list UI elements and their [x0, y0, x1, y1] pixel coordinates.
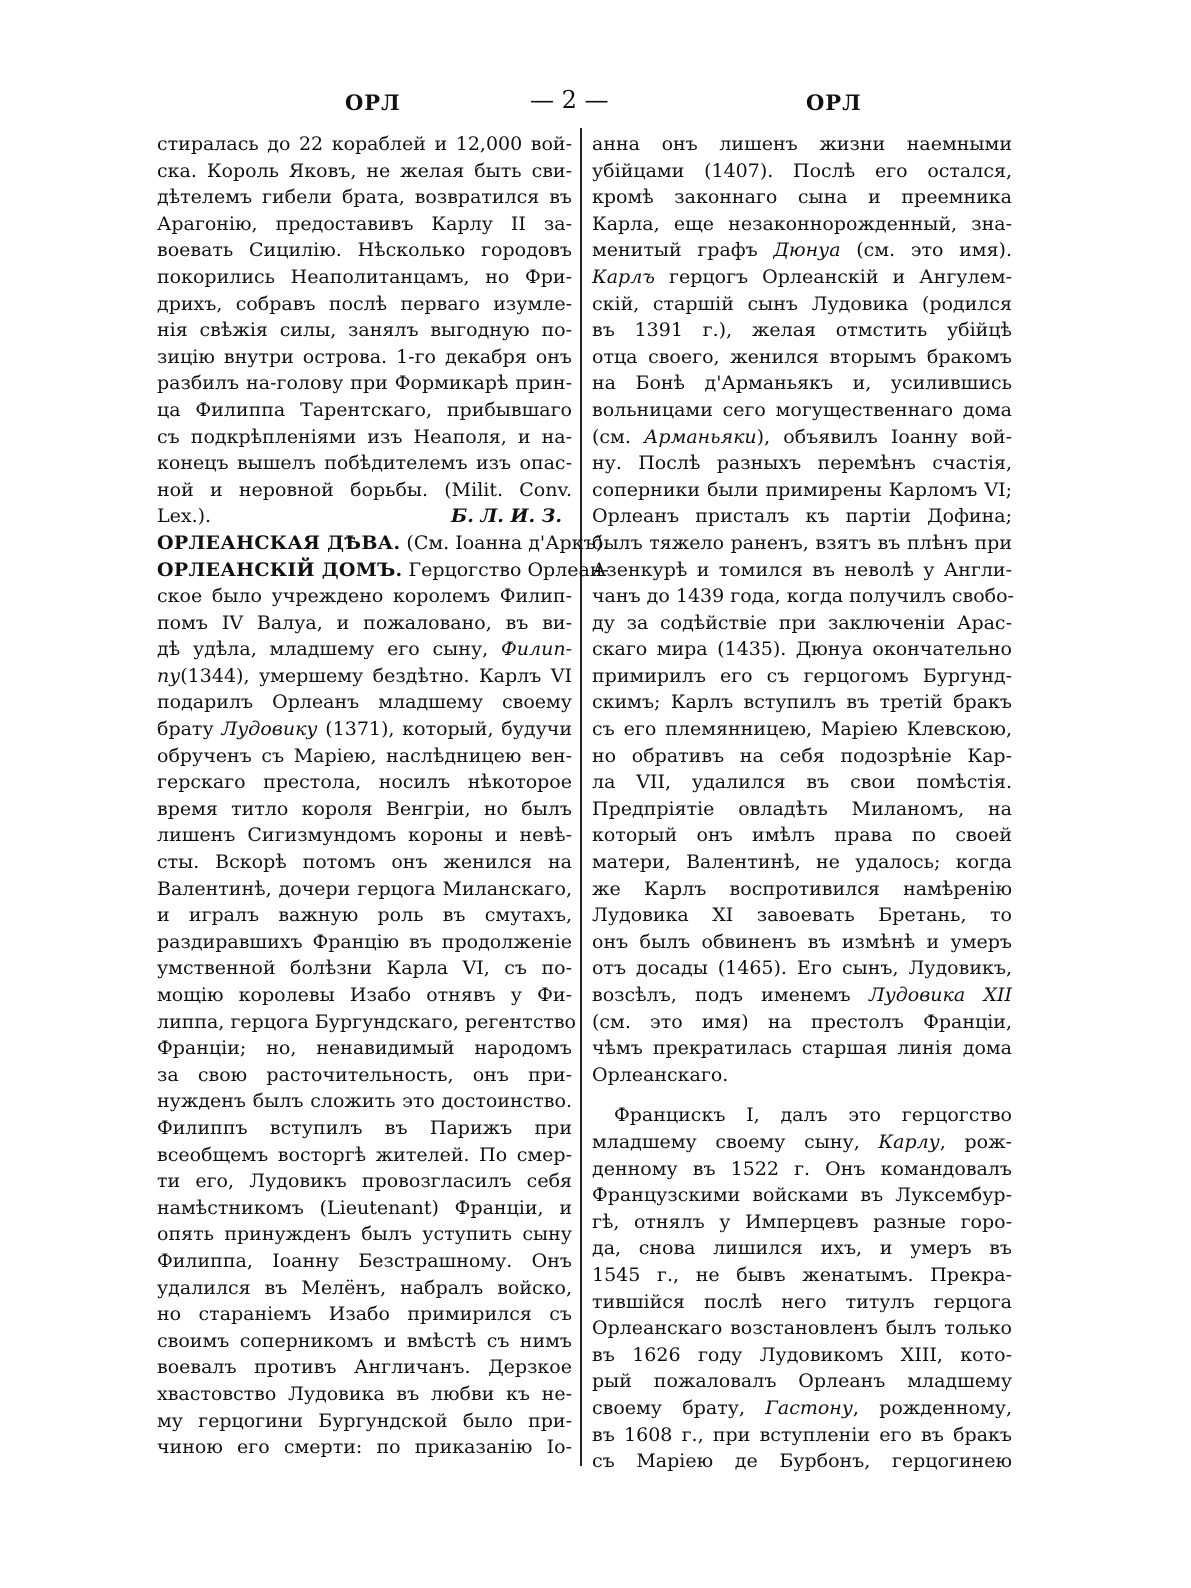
name-italic: Дюнуа [773, 239, 841, 262]
text-line: нія свѣжія силы, занялъ выгодную по- [157, 319, 572, 342]
text-line [592, 1129, 1012, 1156]
text-line: Франціи; но, ненавидимый народомъ [157, 1037, 572, 1060]
text-line: лишенъ Сигизмундомъ короны и невѣ- [157, 824, 572, 847]
text-line: Валентинѣ, дочери герцога Миланскаго, [157, 877, 572, 900]
text-line: денному въ 1522 г. Онъ командовалъ [592, 1157, 1012, 1180]
author-signature: Б. Л. И. З. [451, 505, 562, 528]
text-line: помъ IV Валуа, и пожаловано, въ ви- [157, 611, 572, 634]
text-line: обрученъ съ Маріею, наслѣдницею вен- [157, 744, 572, 767]
text-line: Филиппъ вступилъ въ Парижъ при [157, 1116, 572, 1139]
text-fragment: своему брату, [592, 1396, 745, 1419]
text-fragment: возсѣлъ, подъ именемъ [592, 984, 851, 1006]
text-line: рый пожаловалъ Орлеанъ младшему [592, 1370, 1012, 1393]
text-line: ска. Король Яковъ, не желая быть сви- [157, 159, 572, 182]
text-line: въ 1608 г., при вступленіи его въ бракъ [592, 1423, 1012, 1446]
text-line: ну. Послѣ разныхъ перемѣнъ счастія, [592, 452, 1012, 475]
name-italic: Гастону [765, 1396, 853, 1419]
text-line: сты. Вскорѣ потомъ онъ женился на [157, 851, 572, 874]
entry-crossref: (См. Іоанна д'Аркъ). [406, 531, 610, 554]
text-line [157, 663, 572, 690]
text-line: удалился въ Мелёнъ, набралъ войско, [157, 1276, 572, 1299]
text-line: примирилъ его съ герцогомъ Бургунд- [592, 664, 1012, 687]
text-line: Орлеанскаго возстановленъ былъ только [592, 1317, 1012, 1340]
text-line: скимъ; Карлъ вступилъ въ третій бракъ [592, 691, 1012, 714]
text-line: Французскими войсками въ Луксембур- [592, 1184, 1012, 1207]
entry-headword: ОРЛЕАНСКАЯ ДѢВА. [157, 531, 401, 554]
name-italic: Филип- [501, 638, 572, 661]
text-line: покорились Неаполитанцамъ, но Фри- [157, 265, 572, 288]
text-line: нужденъ былъ сложить это достоинство. [157, 1090, 572, 1113]
text-line: своимъ соперникомъ и вмѣстѣ съ нимъ [157, 1329, 572, 1352]
text-line: Орлеанскаго. [592, 1063, 729, 1086]
text-fragment: , рож- [939, 1130, 1012, 1153]
text-fragment: , рожденному, [852, 1396, 1012, 1419]
text-line: и игралъ важную роль въ смутахъ, [157, 904, 572, 927]
name-italic: Арманьяки [644, 425, 757, 448]
text-line: всеобщемъ восторгѣ жителей. По смер- [157, 1143, 572, 1166]
text-line: съ его племянницею, Маріею Клевскою, [592, 718, 1012, 741]
text-line: онъ былъ обвиненъ въ измѣнѣ и умеръ [592, 930, 1012, 953]
text-line: воевалъ противъ Англичанъ. Дерзкое [157, 1356, 572, 1379]
text-line: герскаго престола, носилъ нѣкоторое [157, 771, 572, 794]
text-line: время титло короля Венгріи, но былъ [157, 797, 572, 820]
text-line: ское было учреждено королемъ Филип- [157, 585, 572, 608]
text-line: ду за содѣйствіе при заключеніи Арас- [592, 611, 1012, 634]
text-fragment: ), объявилъ Іоанну вой- [756, 425, 1012, 448]
text-line [157, 716, 572, 743]
text-line: Азенкурѣ и томился въ неволѣ у Англи- [592, 558, 1012, 581]
text-line: съ Маріею де Бурбонъ, герцогинею [592, 1450, 1012, 1473]
text-line: скаго мира (1435). Дюнуа окончательно [592, 638, 1012, 661]
text-fragment: менитый графъ [592, 239, 758, 262]
text-line: въ 1626 году Лудовикомъ XIII, кото- [592, 1343, 1012, 1366]
text-line: за свою расточительность, онъ при- [157, 1063, 572, 1086]
text-line: дрихъ, собравъ послѣ перваго изумле- [157, 292, 572, 315]
text-line: матери, Валентинѣ, не удалось; когда [592, 851, 1012, 874]
text-line: Лудовика XI завоевать Бретань, то [592, 904, 1012, 927]
paragraph-gap [592, 1088, 1012, 1102]
text-line [592, 982, 1012, 1009]
text-line: соперники были примирены Карломъ VI; [592, 478, 1012, 501]
text-fragment: (см. это имя). [856, 239, 1013, 262]
text-line: тившійся послѣ него титулъ герцога [592, 1290, 1012, 1313]
text-line: конецъ вышелъ побѣдителемъ изъ опас- [157, 452, 572, 475]
text-line [157, 503, 572, 530]
text-line: стиралась до 22 кораблей и 12,000 вой- [157, 133, 572, 155]
name-italic: пу [157, 664, 181, 687]
text-line: раздиравшихъ Францію въ продолженіе [157, 930, 572, 953]
entry-headword: ОРЛЕАНСКІЙ ДОМЪ. [157, 558, 403, 581]
text-line: скій, старшій сынъ Лудовика (родился [592, 292, 1012, 315]
text-line [592, 424, 1012, 451]
header-right: ОРЛ [806, 90, 862, 115]
text-line: Орлеанъ присталъ къ партіи Дофина; [592, 505, 1012, 528]
text-line: же Карлъ воспротивился намѣренію [592, 877, 1012, 900]
text-line: чиною его смерти: по приказанію Іо- [157, 1436, 572, 1459]
text-fragment: (см. [592, 425, 631, 448]
text-line: съ подкрѣпленіями изъ Неаполя, и на- [157, 425, 572, 448]
text-line: чѣмъ прекратилась старшая линія дома [592, 1037, 1012, 1060]
text-line: умственной болѣзни Карла VI, съ по- [157, 957, 572, 980]
text-line: му герцогини Бургундской было при- [157, 1409, 572, 1432]
text-line: хвастовство Лудовика въ любви къ не- [157, 1382, 572, 1405]
name-italic: Лудовику [221, 718, 318, 741]
text-fragment: брату [157, 718, 214, 741]
text-line [157, 636, 572, 663]
text-line: ла VII, удалился въ свои помѣстія. [592, 771, 1012, 794]
text-line: разбилъ на-голову при Формикарѣ прин- [157, 372, 572, 395]
left-column [157, 131, 610, 1461]
text-line: ца Филиппа Тарентскаго, прибывшаго [157, 398, 572, 421]
name-italic: Лудовика XII [868, 984, 1012, 1006]
text-line: Предпріятіе овладѣть Миланомъ, на [592, 797, 1012, 820]
text-line: Францискъ I, далъ это герцогство [614, 1104, 1012, 1127]
text-line: кромѣ законнаго сына и преемника [592, 186, 1012, 209]
header-left: ОРЛ [345, 90, 401, 115]
text-line: подарилъ Орлеанъ младшему своему [157, 691, 572, 714]
text-line: воевать Сицилію. Нѣсколько городовъ [157, 239, 572, 262]
text-line [592, 237, 1012, 264]
text-line: вольницами сего могущественнаго дома [592, 398, 1012, 421]
text-line: ной и неровной борьбы. (Milit. Conv. [157, 478, 572, 501]
text-line: намѣстникомъ (Lieutenant) Франціи, и [157, 1196, 572, 1219]
text-line: Арагонію, предоставивъ Карлу II за- [157, 212, 572, 235]
text-line: дѣтелемъ гибели брата, возвратился въ [157, 186, 572, 209]
name-italic: Карлу [878, 1130, 940, 1153]
text-fragment: (1371), который, будучи [325, 718, 573, 741]
running-header [150, 86, 1030, 120]
text-line: да, снова лишился ихъ, и умеръ въ [592, 1237, 1012, 1260]
text-line: былъ тяжело раненъ, взятъ въ плѣнъ при [592, 531, 1012, 554]
text-line: мощію королевы Изабо отнявъ у Фи- [157, 984, 572, 1006]
right-column [592, 131, 1012, 1475]
entry-orleans-house [157, 557, 609, 584]
column-divider [580, 128, 582, 1466]
text-line: отца своего, женился вторымъ бракомъ [592, 345, 1012, 368]
text-fragment: Герцогство Орлеан- [408, 558, 609, 581]
text-line: но стараніемъ Изабо примирился съ [157, 1303, 572, 1326]
text-line [592, 264, 1012, 291]
text-line: который онъ имѣлъ права по своей [592, 824, 1012, 847]
text-fragment: (1344), умершему бездѣтно. Карлъ VI [180, 664, 572, 687]
text-line: зицію внутри острова. 1-го декабря онъ [157, 345, 572, 368]
text-line [592, 1395, 1012, 1422]
text-line: анна онъ лишенъ жизни наемными [592, 133, 1012, 155]
text-line: липпа, герцога Бургундскаго, регентство [157, 1010, 576, 1033]
text-line: Филиппа, Іоанну Безстрашному. Онъ [157, 1249, 572, 1272]
text-fragment: дѣ удѣла, младшему его сыну, [157, 638, 489, 661]
text-line: гѣ, отнялъ у Имперцевъ разные горо- [592, 1210, 1012, 1233]
text-line: Карла, еще незаконнорожденный, зна- [592, 212, 1012, 235]
page-number: — 2 — [530, 86, 609, 114]
entry-orleans-maid [157, 530, 610, 557]
text-line: ти его, Лудовикъ провозгласилъ себя [157, 1170, 572, 1193]
text-fragment: младшему своему сыну, [592, 1130, 860, 1153]
text-line: убійцами (1407). Послѣ его остался, [592, 159, 1012, 182]
text-line: опять принужденъ былъ уступить сыну [157, 1223, 572, 1246]
text-line: но обративъ на себя подозрѣніе Кар- [592, 744, 1012, 767]
text-fragment: герцогъ Орлеанскій и Ангулем- [669, 265, 1012, 288]
name-italic: Карлъ [592, 265, 655, 288]
text-line: отъ досады (1465). Его сынъ, Лудовикъ, [592, 957, 1012, 980]
text-line: чанъ до 1439 года, когда получилъ свобо- [592, 585, 1014, 608]
text-line: въ 1391 г.), желая отмстить убійцѣ [592, 319, 1012, 342]
text-line: (см. это имя) на престолъ Франціи, [592, 1010, 1012, 1033]
text-line: на Бонѣ д'Арманьякъ и, усилившись [592, 372, 1012, 395]
text-line: 1545 г., не бывъ женатымъ. Прекра- [592, 1263, 1012, 1286]
source-abbrev: Lex.). [157, 505, 212, 528]
